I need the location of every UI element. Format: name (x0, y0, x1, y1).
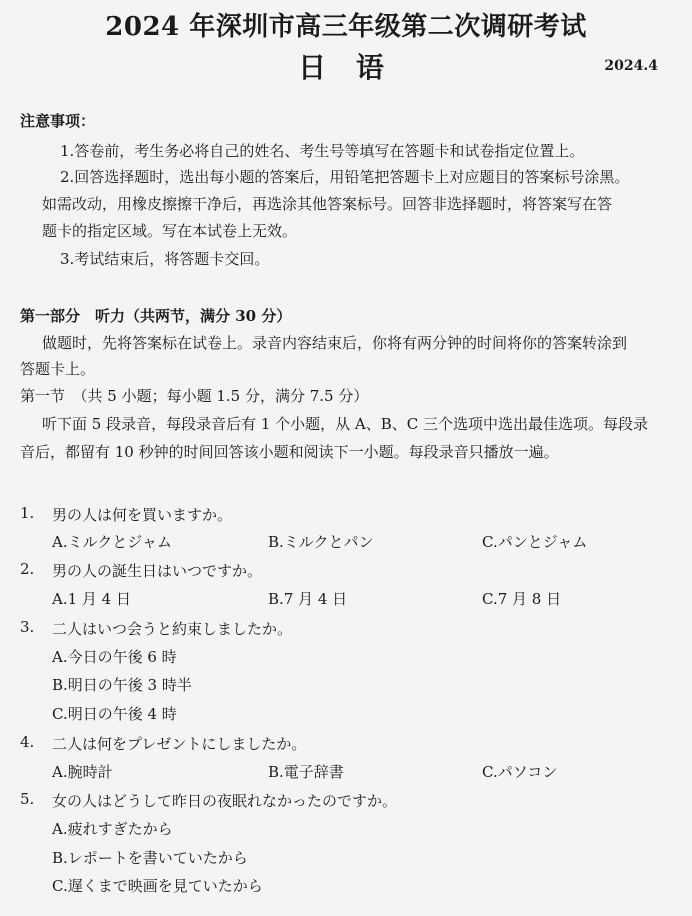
notice-line-4: 题卡的指定区域。写在本试卷上无效。 (42, 222, 298, 240)
question-5-text: 女の人はどうして昨日の夜眠れなかったのですか。 (52, 792, 398, 810)
notice-line-3: 如需改动，用橡皮擦擦干净后，再选涂其他答案标号。回答非选择题时，将答案写在答 (42, 195, 613, 213)
question-5-number: 5. (20, 790, 35, 808)
question-2-option-a: A.1 月 4 日 (52, 590, 131, 608)
question-5-option-a: A.疲れすぎたから (52, 820, 173, 838)
notice-line-2: 2.回答选择题时，选出每小题的答案后，用铅笔把答题卡上对应题目的答案标号涂黑。 (60, 168, 630, 186)
question-4-number: 4. (20, 733, 35, 751)
part1-heading: 第一部分 听力（共两节，满分 30 分） (20, 307, 292, 325)
notice-heading: 注意事项： (20, 112, 96, 130)
exam-date: 2024.4 (604, 58, 658, 74)
section1-instruction-1: 听下面 5 段录音，每段录音后有 1 个小题，从 A、B、C 三个选项中选出最佳选项。每段录 (42, 415, 649, 433)
notice-line-5: 3.考试结束后，将答题卡交回。 (60, 250, 270, 268)
question-1-text: 男の人は何を買いますか。 (52, 506, 233, 524)
question-4-option-c: C.パソコン (482, 763, 558, 781)
question-4-text: 二人は何をプレゼントにしましたか。 (52, 735, 307, 753)
question-1-option-a: A.ミルクとジャム (52, 533, 173, 551)
section1-instruction-2: 音后，都留有 10 秒钟的时间回答该小题和阅读下一小题。每段录音只播放一遍。 (20, 443, 559, 461)
question-3-option-c: C.明日の午後 4 時 (52, 705, 177, 723)
question-5-option-c: C.遅くまで映画を見ていたから (52, 877, 263, 895)
exam-title: 2024 年深圳市高三年级第二次调研考试 (105, 12, 587, 42)
section1-heading: 第一节 （共 5 小题；每小题 1.5 分，满分 7.5 分） (20, 387, 369, 405)
question-3-text: 二人はいつ会うと約束しましたか。 (52, 620, 293, 638)
question-3-option-a: A.今日の午後 6 時 (52, 648, 177, 666)
question-4-option-b: B.電子辞書 (268, 763, 344, 781)
exam-subject: 日 语 (298, 51, 394, 84)
question-2-option-b: B.7 月 4 日 (268, 590, 348, 608)
question-3-option-b: B.明日の午後 3 時半 (52, 676, 192, 694)
part1-intro-1: 做题时，先将答案标在试卷上。录音内容结束后，你将有两分钟的时间将你的答案转涂到 (42, 334, 628, 352)
question-2-number: 2. (20, 560, 35, 578)
question-2-option-c: C.7 月 8 日 (482, 590, 562, 608)
question-1-option-c: C.パンとジャム (482, 533, 588, 551)
question-1-number: 1. (20, 504, 35, 522)
question-1-option-b: B.ミルクとパン (268, 533, 374, 551)
question-4-option-a: A.腕時計 (52, 763, 113, 781)
part1-intro-2: 答题卡上。 (20, 360, 96, 378)
question-2-text: 男の人の誕生日はいつですか。 (52, 562, 263, 580)
question-3-number: 3. (20, 618, 35, 636)
notice-line-1: 1.答卷前，考生务必将自己的姓名、考生号等填写在答题卡和试卷指定位置上。 (60, 142, 585, 160)
question-5-option-b: B.レポートを書いていたから (52, 849, 248, 867)
